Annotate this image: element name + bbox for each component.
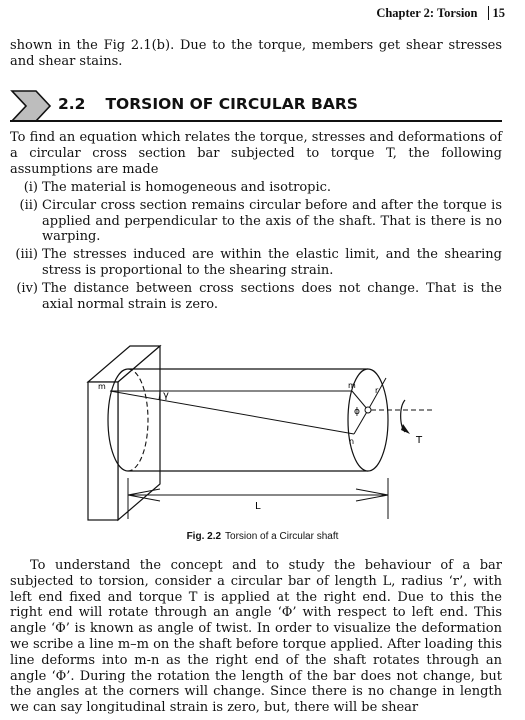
intro-paragraph: shown in the Fig 2.1(b). Due to the torque, members get shear stresses and shear stains. (10, 38, 502, 69)
list-marker: (ii) (19, 197, 38, 213)
list-item-text: Circular cross section remains circular before and after the torque is applied and perpendicular to the axis of the shaft. That is there is no warping. (42, 197, 502, 245)
list-marker: (iv) (16, 280, 38, 296)
page-number: 15 (488, 6, 506, 20)
section-number: 2.2 (58, 95, 86, 113)
running-header (376, 6, 505, 21)
list-item (10, 247, 502, 279)
caption-text: Torsion of a Circular shaft (225, 531, 339, 542)
list-item (10, 198, 502, 245)
list-item (10, 281, 502, 313)
caption-label: Fig. 2.2 (186, 531, 222, 542)
label-r: r (375, 386, 379, 395)
label-gamma: γ (163, 390, 169, 401)
explanation-paragraph: To understand the concept and to study the behaviour of a bar subjected to torsion, consider a circular bar of length L, radius ‘r’, with left end fixed and torque T is applied at the right end. Due to this the right end will rotate through an angle ‘Φ’ with respect to left end. This angle ‘Φ’ is known as angle of twist. In order to visualize the deformation we scribe a line m–m on the shaft before torque applied. After loading this line deforms into m-n as the right end of the shaft rotates through an angle ‘Φ’. During the rotation the length of the bar does not change, but the angles at the corners will change. Since there is no change in length we can say longitudinal strain is zero, but, there will be shear (10, 558, 502, 716)
torsion-figure (0, 334, 525, 524)
figure-caption (0, 531, 525, 542)
list-item-text: The material is homogeneous and isotropic. (42, 180, 332, 195)
list-item (10, 180, 502, 196)
list-item-text: The stresses induced are within the elastic limit, and the shearing stress is proportional to the shearing strain. (42, 247, 502, 278)
label-m-left: m (98, 382, 106, 391)
assumptions-intro: To find an equation which relates the torque, stresses and deformations of a circular cross section bar subjected to torque T, the following assumptions are made (10, 130, 502, 177)
label-torque: T (416, 435, 423, 446)
label-m-right: m (348, 381, 356, 390)
assumptions-list (10, 180, 502, 314)
wall-front-face (88, 382, 118, 520)
list-marker: (iii) (15, 247, 38, 263)
label-length: L (255, 501, 261, 512)
section-rule (10, 120, 502, 122)
chapter-title: Chapter 2: Torsion (376, 6, 478, 20)
label-n: n (349, 437, 355, 446)
section-heading (10, 90, 502, 122)
label-phi: ϕ (354, 407, 360, 417)
shaft-center (365, 407, 371, 413)
list-item-text: The distance between cross sections does not change. That is the axial normal strain is zero. (42, 280, 502, 312)
section-title-text: TORSION OF CIRCULAR BARS (105, 95, 358, 113)
list-marker: (i) (23, 180, 38, 195)
section-title (58, 95, 358, 113)
section-chevron-icon (10, 90, 58, 122)
